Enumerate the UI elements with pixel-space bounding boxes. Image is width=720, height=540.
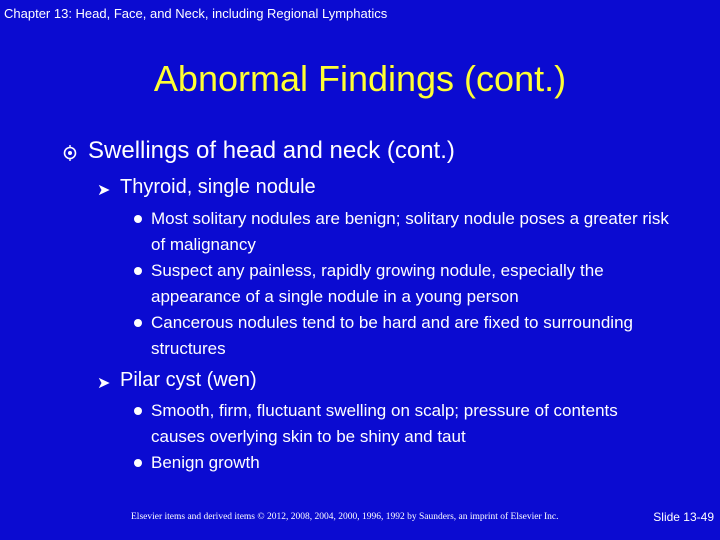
- detail-item: Smooth, firm, fluctuant swelling on scalp; pressure of contents causes overlying skin to be shiny and taut: [151, 401, 618, 446]
- bullet-dot-icon: [134, 215, 142, 223]
- subpoint-thyroid: Thyroid, single nodule: [120, 176, 316, 198]
- chapter-header: Chapter 13: Head, Face, and Neck, including Regional Lymphatics: [4, 6, 388, 21]
- detail-item: Most solitary nodules are benign; solitary nodule poses a greater risk of malignancy: [151, 209, 669, 254]
- detail-item: Suspect any painless, rapidly growing nodule, especially the appearance of a single nodule in a young person: [151, 261, 604, 306]
- bullet-dot-icon: [134, 267, 142, 275]
- arrowhead-bullet-icon: ➤: [97, 182, 111, 199]
- subpoint-pilar-cyst: Pilar cyst (wen): [120, 369, 257, 391]
- slide-number: Slide 13-49: [653, 510, 714, 524]
- bullet-dot-icon: [134, 319, 142, 327]
- detail-item: Benign growth: [151, 453, 260, 472]
- ornament-bullet-icon: [62, 145, 78, 161]
- copyright-footer: Elsevier items and derived items © 2012, 2008, 2004, 2000, 1996, 1992 by Saunders, an imprint of Elsevier Inc.: [131, 512, 559, 522]
- detail-item: Cancerous nodules tend to be hard and are fixed to surrounding structures: [151, 313, 633, 358]
- main-point: Swellings of head and neck (cont.): [88, 137, 455, 164]
- slide-title: Abnormal Findings (cont.): [153, 58, 567, 99]
- arrowhead-bullet-icon: ➤: [97, 375, 111, 392]
- bullet-dot-icon: [134, 459, 142, 467]
- bullet-dot-icon: [134, 407, 142, 415]
